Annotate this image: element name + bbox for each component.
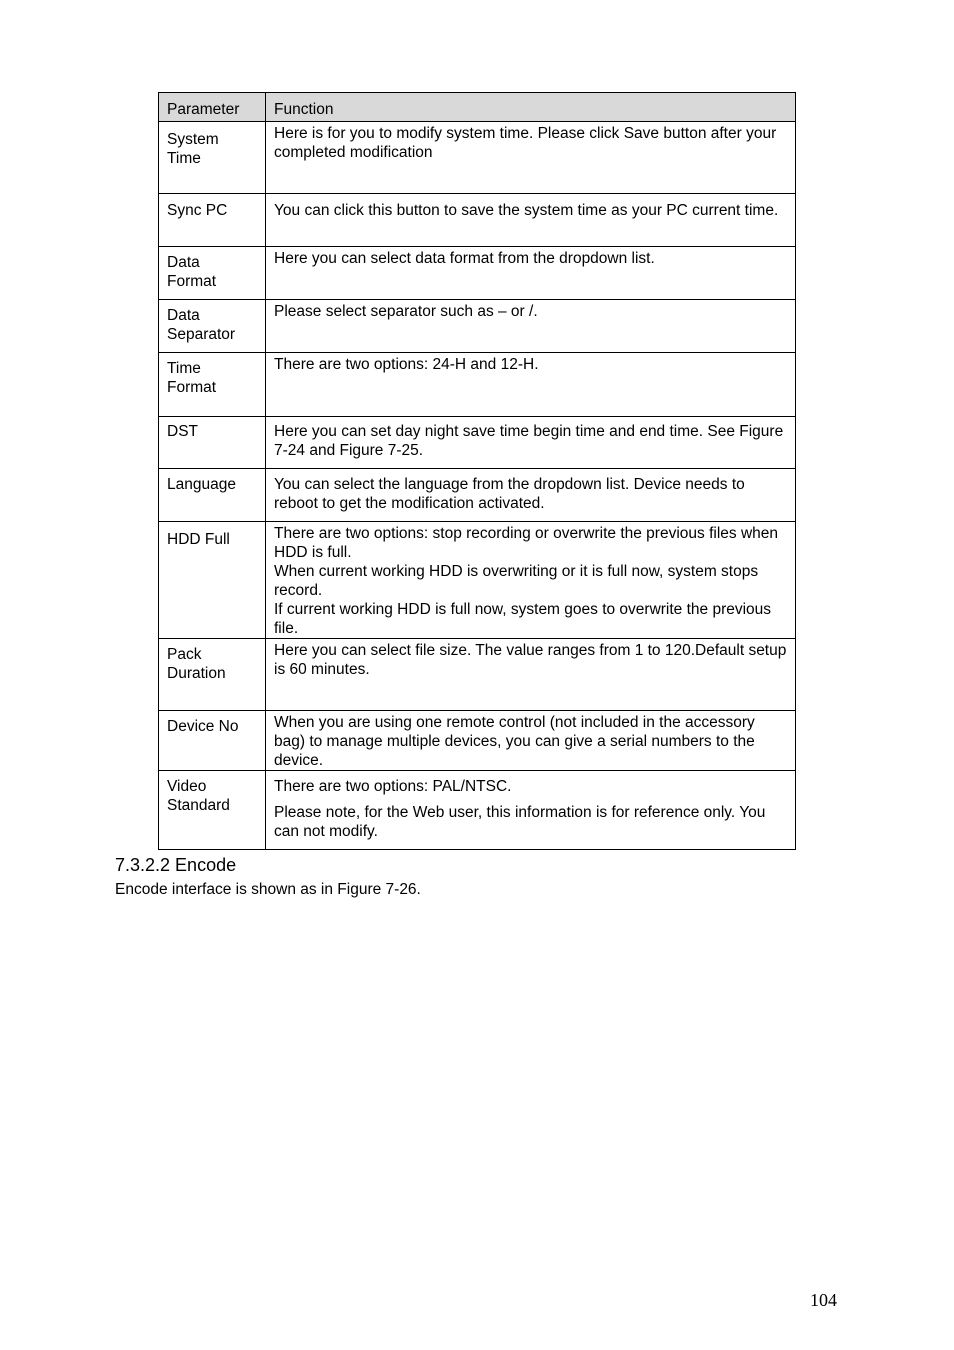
param-video-standard: Video Standard (159, 771, 266, 850)
table-row (159, 194, 796, 247)
func-data-format: Here you can select data format from the dropdown list. (266, 247, 796, 300)
param-time-format: Time Format (159, 353, 266, 417)
page-number: 104 (810, 1290, 837, 1310)
table-row (159, 122, 796, 194)
table-row (159, 771, 796, 850)
table-row (159, 469, 796, 522)
header-function: Function (266, 93, 796, 122)
func-device-no: When you are using one remote control (not included in the accessory bag) to manage multiple devices, you can give a serial numbers to the device. (266, 711, 796, 771)
table-row (159, 639, 796, 711)
header-parameter: Parameter (159, 93, 266, 122)
section-heading: 7.3.2.2 Encode (115, 855, 237, 875)
func-time-format: There are two options: 24-H and 12-H. (266, 353, 796, 417)
section-intro: Encode interface is shown as in Figure 7-26. (115, 881, 421, 898)
table-header-row (159, 93, 796, 122)
func-data-separator: Please select separator such as – or /. (266, 300, 796, 353)
func-language: You can select the language from the dropdown list. Device needs to reboot to get the modification activated. (266, 469, 796, 522)
func-system-time: Here is for you to modify system time. Please click Save button after your completed modification (266, 122, 796, 194)
param-hdd-full: HDD Full (159, 522, 266, 639)
param-dst: DST (159, 417, 266, 469)
func-dst: Here you can set day night save time begin time and end time. See Figure 7-24 and Figure 7-25. (266, 417, 796, 469)
parameter-table (158, 92, 796, 850)
table-row (159, 711, 796, 771)
func-hdd-full: There are two options: stop recording or overwrite the previous files when HDD is full. When current working HDD is overwriting or it is full now, system stops record. If current working HDD is full now, system goes to overwrite the previous file. (266, 522, 796, 639)
table-row (159, 353, 796, 417)
param-language: Language (159, 469, 266, 522)
table-row (159, 247, 796, 300)
param-data-separator: Data Separator (159, 300, 266, 353)
param-device-no: Device No (159, 711, 266, 771)
param-pack-duration: Pack Duration (159, 639, 266, 711)
func-pack-duration: Here you can select file size. The value ranges from 1 to 120.Default setup is 60 minutes. (266, 639, 796, 711)
param-data-format: Data Format (159, 247, 266, 300)
table-row (159, 522, 796, 639)
table-row (159, 417, 796, 469)
func-video-standard: There are two options: PAL/NTSC. Please note, for the Web user, this information is for reference only. You can not modify. (266, 771, 796, 850)
param-sync-pc: Sync PC (159, 194, 266, 247)
func-sync-pc: You can click this button to save the system time as your PC current time. (266, 194, 796, 247)
table-row (159, 300, 796, 353)
param-system-time: System Time (159, 122, 266, 194)
